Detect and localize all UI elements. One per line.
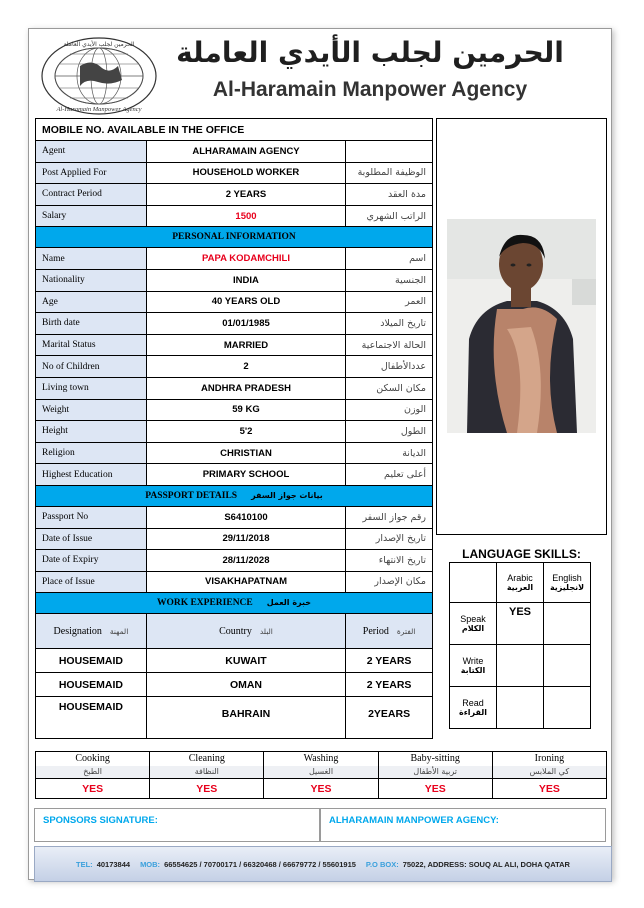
field-label: Place of Issue <box>36 571 147 593</box>
field-value: VISAKHAPATNAM <box>146 571 345 593</box>
field-label: Height <box>36 421 147 443</box>
lang-row-label-ar: الكتابة <box>460 666 486 675</box>
field-label-ar: مدة العقد <box>346 184 433 206</box>
work-country: OMAN <box>146 673 345 697</box>
skill-name: Cleaning <box>150 752 264 766</box>
skill-value: YES <box>150 779 264 799</box>
detail-row <box>36 421 433 443</box>
language-row <box>450 645 591 687</box>
field-value: 1500 <box>146 205 345 227</box>
skill-value: YES <box>36 779 150 799</box>
field-label: Nationality <box>36 269 147 291</box>
detail-row <box>36 464 433 486</box>
skill-name: Washing <box>264 752 378 766</box>
applicant-details-table <box>35 118 433 739</box>
agency-logo-globe-icon <box>40 36 158 116</box>
tel-number: 40173844 <box>96 859 131 869</box>
col-designation-ar: المهنة <box>109 626 129 636</box>
skill-value: YES <box>264 779 378 799</box>
col-period: Period <box>362 625 389 637</box>
detail-row <box>36 184 433 206</box>
work-designation: HOUSEMAID <box>36 697 147 739</box>
field-value: CHRISTIAN <box>146 442 345 464</box>
field-value: PRIMARY SCHOOL <box>146 464 345 486</box>
lang-row-label: Read <box>462 698 484 708</box>
lang-english-value <box>544 645 591 687</box>
col-english: English <box>552 573 582 583</box>
passport-section-title-ar: بيانات جواز السفر <box>251 490 323 500</box>
field-label: Passport No <box>36 506 147 528</box>
field-label-ar <box>346 141 433 163</box>
field-value: ANDHRA PRADESH <box>146 377 345 399</box>
work-designation: HOUSEMAID <box>36 649 147 673</box>
field-label: Highest Education <box>36 464 147 486</box>
col-country-ar: البلد <box>259 626 273 636</box>
field-label: Marital Status <box>36 334 147 356</box>
work-row <box>36 649 433 673</box>
personal-section-header <box>36 227 433 248</box>
skill-name-ar: كي الملابس <box>492 766 606 779</box>
field-value: 2 YEARS <box>146 184 345 206</box>
lang-english-value <box>544 603 591 645</box>
field-label-ar: اسم <box>346 248 433 270</box>
agency-title-english: Al-Haramain Manpower Agency <box>212 78 528 101</box>
field-label-ar: تاريخ الانتهاء <box>346 550 433 572</box>
lang-english-value <box>544 687 591 729</box>
work-row <box>36 673 433 697</box>
lang-arabic-value <box>497 687 544 729</box>
work-designation: HOUSEMAID <box>36 673 147 697</box>
skill-name: Baby-sitting <box>378 752 492 766</box>
detail-row <box>36 205 433 227</box>
detail-row <box>36 269 433 291</box>
work-period: 2 YEARS <box>346 673 433 697</box>
field-label-ar: الراتب الشهري <box>346 205 433 227</box>
field-value: HOUSEHOLD WORKER <box>146 162 345 184</box>
field-label: No of Children <box>36 356 147 378</box>
work-section-title: WORK EXPERIENCE <box>156 598 253 609</box>
language-row <box>450 687 591 729</box>
personal-section-title: PERSONAL INFORMATION <box>36 227 433 248</box>
field-value: PAPA KODAMCHILI <box>146 248 345 270</box>
field-label: Date of Expiry <box>36 550 147 572</box>
detail-row <box>36 248 433 270</box>
field-label: Date of Issue <box>36 528 147 550</box>
col-country: Country <box>219 625 252 637</box>
field-value: S6410100 <box>146 506 345 528</box>
field-value: 40 YEARS OLD <box>146 291 345 313</box>
work-row <box>36 697 433 739</box>
col-arabic-ar: العربية <box>506 583 534 592</box>
language-skills-table <box>449 562 591 729</box>
work-country: BAHRAIN <box>146 697 345 739</box>
field-label: Age <box>36 291 147 313</box>
field-value: 29/11/2018 <box>146 528 345 550</box>
work-section-title-ar: خبرة العمل <box>266 598 312 608</box>
col-period-ar: الفترة <box>396 626 416 636</box>
field-label-ar: رقم جواز السفر <box>346 506 433 528</box>
detail-row <box>36 399 433 421</box>
skill-name-ar: النظافة <box>150 766 264 779</box>
field-label-ar: الوظيفة المطلوبة <box>346 162 433 184</box>
lang-row-label: Speak <box>460 614 486 624</box>
field-label-ar: الطول <box>346 421 433 443</box>
field-label: Agent <box>36 141 147 163</box>
field-label-ar: أعلى تعليم <box>346 464 433 486</box>
detail-row <box>36 550 433 572</box>
detail-row <box>36 377 433 399</box>
sponsor-signature-box[interactable]: SPONSORS SIGNATURE: <box>34 808 320 842</box>
lang-arabic-value: YES <box>497 603 544 645</box>
lang-arabic-value <box>497 645 544 687</box>
skill-name-ar: الغسيل <box>264 766 378 779</box>
col-english-ar: لانجليزية <box>549 583 585 592</box>
detail-row <box>36 442 433 464</box>
language-skills-title: LANGUAGE SKILLS: <box>462 547 581 561</box>
field-value: 5'2 <box>146 421 345 443</box>
field-value: ALHARAMAIN AGENCY <box>146 141 345 163</box>
col-designation: Designation <box>53 625 102 637</box>
field-value: 28/11/2028 <box>146 550 345 572</box>
field-value: 01/01/1985 <box>146 313 345 335</box>
work-period: 2 YEARS <box>346 649 433 673</box>
work-column-headers <box>36 614 433 649</box>
svg-text:Al-Haramain Manpower Agency: Al-Haramain Manpower Agency <box>56 106 142 113</box>
detail-row <box>36 571 433 593</box>
field-label: Living town <box>36 377 147 399</box>
svg-text:الحرمين لجلب الأيدي العاملة: الحرمين لجلب الأيدي العاملة <box>63 41 135 48</box>
field-value: 59 KG <box>146 399 345 421</box>
detail-row <box>36 506 433 528</box>
field-value: MARRIED <box>146 334 345 356</box>
skill-name-ar: الطبخ <box>36 766 150 779</box>
field-label-ar: الديانة <box>346 442 433 464</box>
field-label-ar: الحالة الاجتماعية <box>346 334 433 356</box>
field-value: INDIA <box>146 269 345 291</box>
language-row <box>450 603 591 645</box>
skills-table <box>35 751 607 799</box>
tel-label: TEL: <box>76 859 93 869</box>
passport-section-header <box>36 485 433 506</box>
work-period: 2YEARS <box>346 697 433 739</box>
work-country: KUWAIT <box>146 649 345 673</box>
field-label-ar: الوزن <box>346 399 433 421</box>
skill-name-ar: تربية الأطفال <box>378 766 492 779</box>
pobox-address: 75022, ADDRESS: SOUQ AL ALI, DOHA QATAR <box>402 859 570 869</box>
field-label-ar: تاريخ الإصدار <box>346 528 433 550</box>
field-label: Contract Period <box>36 184 147 206</box>
detail-row <box>36 291 433 313</box>
field-label: Salary <box>36 205 147 227</box>
mobile-note-row <box>36 119 433 141</box>
detail-row <box>36 313 433 335</box>
field-label-ar: مكان الإصدار <box>346 571 433 593</box>
lang-row-label-ar: القراءة <box>458 708 488 717</box>
agency-signature-box[interactable]: ALHARAMAIN MANPOWER AGENCY: <box>320 808 606 842</box>
field-label-ar: الجنسية <box>346 269 433 291</box>
agency-title-arabic: الحرمين لجلب الأيدي العاملة <box>176 36 564 69</box>
field-value: 2 <box>146 356 345 378</box>
field-label: Name <box>36 248 147 270</box>
detail-row <box>36 162 433 184</box>
skill-value: YES <box>492 779 606 799</box>
field-label-ar: عددالأطفال <box>346 356 433 378</box>
contact-footer <box>34 846 612 882</box>
detail-row <box>36 528 433 550</box>
applicant-photo <box>447 219 596 433</box>
field-label: Birth date <box>36 313 147 335</box>
field-label-ar: تاريخ الميلاد <box>346 313 433 335</box>
field-label: Religion <box>36 442 147 464</box>
pobox-label: P.O BOX: <box>365 859 399 869</box>
passport-section-title: PASSPORT DETAILS <box>145 490 238 501</box>
field-label: Weight <box>36 399 147 421</box>
lang-row-label-ar: الكلام <box>461 624 485 633</box>
detail-row <box>36 356 433 378</box>
mobile-note: MOBILE NO. AVAILABLE IN THE OFFICE <box>36 119 433 141</box>
work-section-header <box>36 593 433 614</box>
field-label-ar: العمر <box>346 291 433 313</box>
field-label-ar: مكان السكن <box>346 377 433 399</box>
detail-row <box>36 334 433 356</box>
skill-name: Ironing <box>492 752 606 766</box>
skill-value: YES <box>378 779 492 799</box>
applicant-photo-frame <box>436 118 607 535</box>
mob-numbers: 66554625 / 70700171 / 66320468 / 66679772 / 55601915 <box>164 859 356 869</box>
lang-row-label: Write <box>462 656 484 666</box>
skill-name: Cooking <box>36 752 150 766</box>
col-arabic: Arabic <box>507 573 533 583</box>
field-label: Post Applied For <box>36 162 147 184</box>
detail-row <box>36 141 433 163</box>
mob-label: MOB: <box>140 859 161 869</box>
